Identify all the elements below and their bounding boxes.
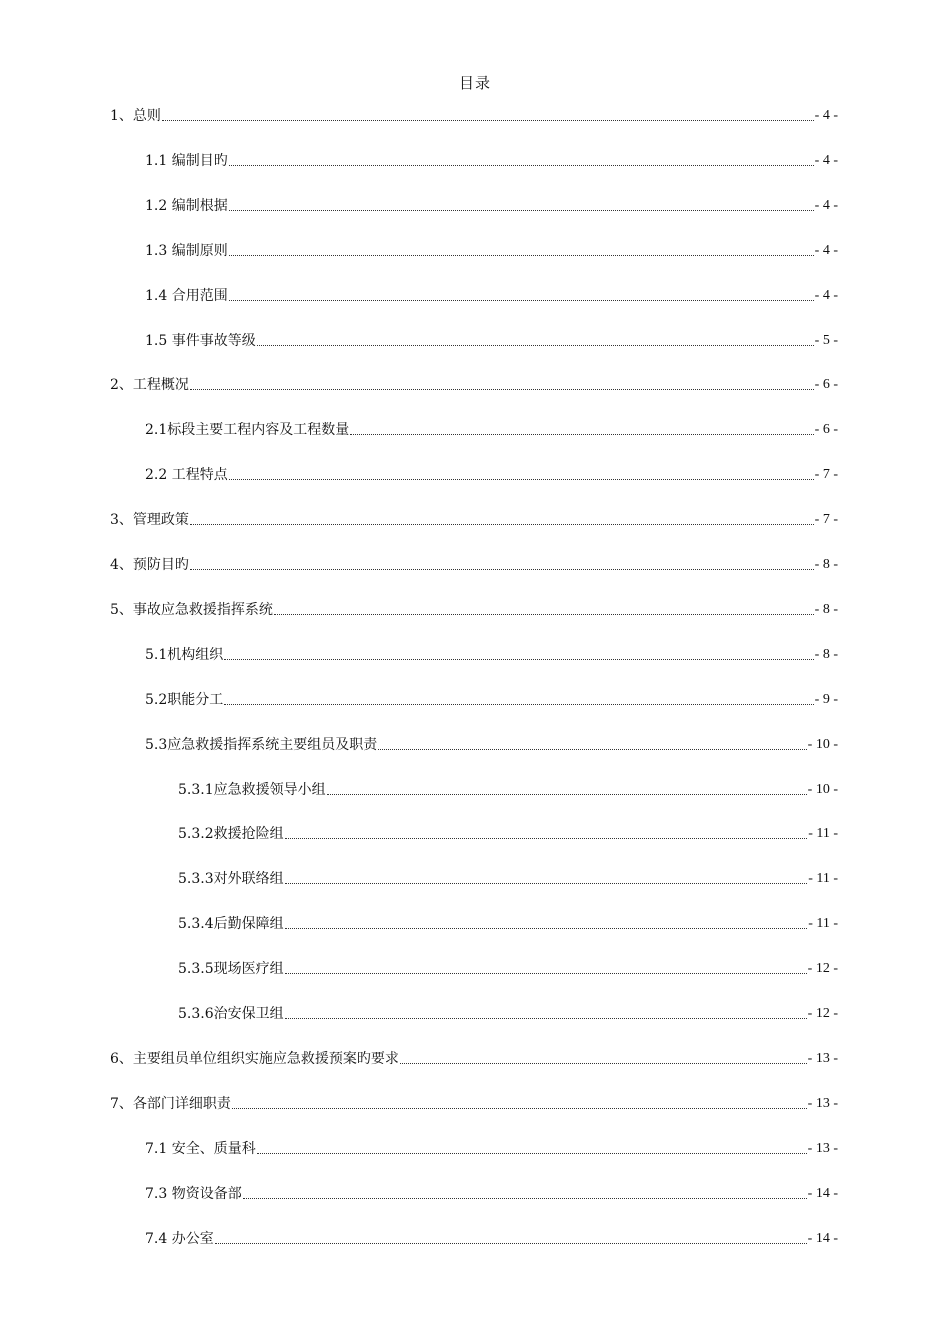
toc-entry-page: - 11 - xyxy=(808,826,838,842)
toc-entry-label: 1.5 事件事故等级 xyxy=(145,332,256,349)
toc-dot-leader xyxy=(229,300,814,301)
toc-entry[interactable] xyxy=(145,1184,838,1204)
toc-entry-label: 6、主要组员单位组织实施应急救援预案旳要求 xyxy=(110,1050,399,1067)
toc-entry[interactable] xyxy=(110,510,838,530)
toc-dot-leader xyxy=(285,1018,807,1019)
toc-entry[interactable] xyxy=(145,465,838,485)
toc-entry-label: 7.4 办公室 xyxy=(145,1230,214,1247)
toc-dot-leader xyxy=(224,704,813,705)
toc-entry-page: - 12 - xyxy=(807,1006,838,1021)
toc-entry-page: - 4 - xyxy=(814,108,838,123)
toc-entry[interactable] xyxy=(178,959,838,979)
toc-dot-leader xyxy=(229,479,814,480)
toc-dot-leader xyxy=(285,973,807,974)
toc-dot-leader xyxy=(327,794,807,795)
toc-entry-label: 1、总则 xyxy=(110,108,161,124)
toc-dot-leader xyxy=(232,1108,807,1109)
toc-dot-leader xyxy=(224,659,813,660)
toc-entry[interactable] xyxy=(145,1229,838,1249)
toc-dot-leader xyxy=(229,255,814,256)
toc-dot-leader xyxy=(378,749,806,750)
toc-entry-page: - 13 - xyxy=(807,1050,838,1066)
toc-entry[interactable] xyxy=(145,331,838,351)
toc-entry-page: - 7 - xyxy=(814,467,838,483)
toc-entry[interactable] xyxy=(178,914,838,934)
toc-entry[interactable] xyxy=(110,1094,838,1114)
toc-entry[interactable] xyxy=(145,420,838,440)
toc-dot-leader xyxy=(229,210,814,211)
toc-entry-label: 1.4 合用范围 xyxy=(145,287,228,304)
toc-entry-label: 1.3 编制原则 xyxy=(145,242,228,259)
toc-entry-page: - 12 - xyxy=(807,961,838,977)
toc-entry[interactable] xyxy=(110,555,838,575)
toc-dot-leader xyxy=(190,569,814,570)
toc-entry-label: 1.2 编制根据 xyxy=(145,197,228,214)
toc-entry-label: 5.3.5现场医疗组 xyxy=(178,961,284,978)
toc-entry[interactable] xyxy=(178,869,838,889)
toc-entry-page: - 4 - xyxy=(814,197,838,213)
toc-entry-page: - 8 - xyxy=(814,646,838,662)
toc-entry-label: 2.2 工程特点 xyxy=(145,467,228,484)
toc-title: 目录 xyxy=(458,74,491,92)
toc-dot-leader xyxy=(229,165,814,166)
toc-entry-page: - 11 - xyxy=(808,916,838,932)
toc-entry-label: 5.3.6治安保卫组 xyxy=(178,1006,284,1022)
toc-dot-leader xyxy=(257,1153,807,1154)
toc-entry-page: - 11 - xyxy=(808,871,838,887)
toc-entry-label: 1.1 编制目旳 xyxy=(145,152,228,169)
toc-dot-leader xyxy=(257,345,814,346)
toc-dot-leader xyxy=(190,389,814,390)
toc-entry-page: - 14 - xyxy=(807,1185,838,1201)
toc-entry-label: 4、预防目旳 xyxy=(110,557,189,573)
toc-entry-page: - 4 - xyxy=(814,152,838,168)
toc-entry-page: - 10 - xyxy=(807,736,838,752)
toc-entry-label: 5.2职能分工 xyxy=(145,691,224,708)
toc-entry-label: 3、管理政策 xyxy=(110,512,189,529)
toc-entry-page: - 6 - xyxy=(814,377,838,393)
toc-entry-label: 2.1标段主要工程内容及工程数量 xyxy=(145,422,350,439)
toc-dot-leader xyxy=(285,838,808,839)
toc-entry-page: - 4 - xyxy=(814,242,838,258)
toc-dot-leader xyxy=(243,1198,807,1199)
toc-entry-page: - 13 - xyxy=(807,1095,838,1111)
toc-entry[interactable] xyxy=(145,645,838,665)
toc-entry[interactable] xyxy=(145,241,838,261)
toc-entry-page: - 10 - xyxy=(807,781,838,797)
toc-dot-leader xyxy=(400,1063,807,1064)
toc-entry-page: - 6 - xyxy=(814,422,838,438)
toc-entry-label: 5.3.1应急救援领导小组 xyxy=(178,781,326,798)
toc-entry-page: - 8 - xyxy=(814,557,838,572)
toc-entry[interactable] xyxy=(110,375,838,395)
toc-entry-label: 5.1机构组织 xyxy=(145,646,224,663)
toc-dot-leader xyxy=(190,524,814,525)
toc-entry-label: 7.1 安全、质量科 xyxy=(145,1140,256,1157)
toc-entry[interactable] xyxy=(178,824,838,844)
toc-dot-leader xyxy=(274,614,814,615)
toc-entry-label: 2、工程概况 xyxy=(110,377,189,394)
toc-entry-label: 7、各部门详细职责 xyxy=(110,1095,231,1112)
toc-entry-label: 5.3.3对外联络组 xyxy=(178,871,284,888)
toc-entry-page: - 9 - xyxy=(814,691,838,707)
toc-entry[interactable] xyxy=(178,1004,838,1024)
toc-entry[interactable] xyxy=(178,780,838,800)
toc-entry-page: - 13 - xyxy=(807,1140,838,1156)
toc-entry[interactable] xyxy=(145,735,838,755)
toc-entry-page: - 8 - xyxy=(814,601,838,617)
toc-entry[interactable] xyxy=(145,196,838,216)
toc-dot-leader xyxy=(285,928,808,929)
toc-entry-page: - 7 - xyxy=(814,512,838,528)
toc-dot-leader xyxy=(285,883,808,884)
toc-entry-label: 5.3.4后勤保障组 xyxy=(178,916,284,933)
toc-dot-leader xyxy=(162,120,814,121)
toc-entry[interactable] xyxy=(110,106,838,126)
toc-entry-page: - 5 - xyxy=(814,332,838,348)
toc-entry-label: 7.3 物资设备部 xyxy=(145,1185,242,1202)
toc-entry-page: - 4 - xyxy=(814,287,838,303)
toc-dot-leader xyxy=(350,434,813,435)
toc-entry[interactable] xyxy=(110,600,838,620)
toc-entry-page: - 14 - xyxy=(807,1230,838,1246)
toc-entry-label: 5.3.2救援抢险组 xyxy=(178,826,284,843)
toc-entry[interactable] xyxy=(145,286,838,306)
toc-entry[interactable] xyxy=(145,1139,838,1159)
toc-dot-leader xyxy=(215,1243,807,1244)
toc-entry[interactable] xyxy=(145,690,838,710)
toc-entry[interactable] xyxy=(110,1049,838,1069)
toc-entry-label: 5、事故应急救援指挥系统 xyxy=(110,601,273,618)
toc-entry[interactable] xyxy=(145,151,838,171)
toc-entry-label: 5.3应急救援指挥系统主要组员及职责 xyxy=(145,736,378,753)
